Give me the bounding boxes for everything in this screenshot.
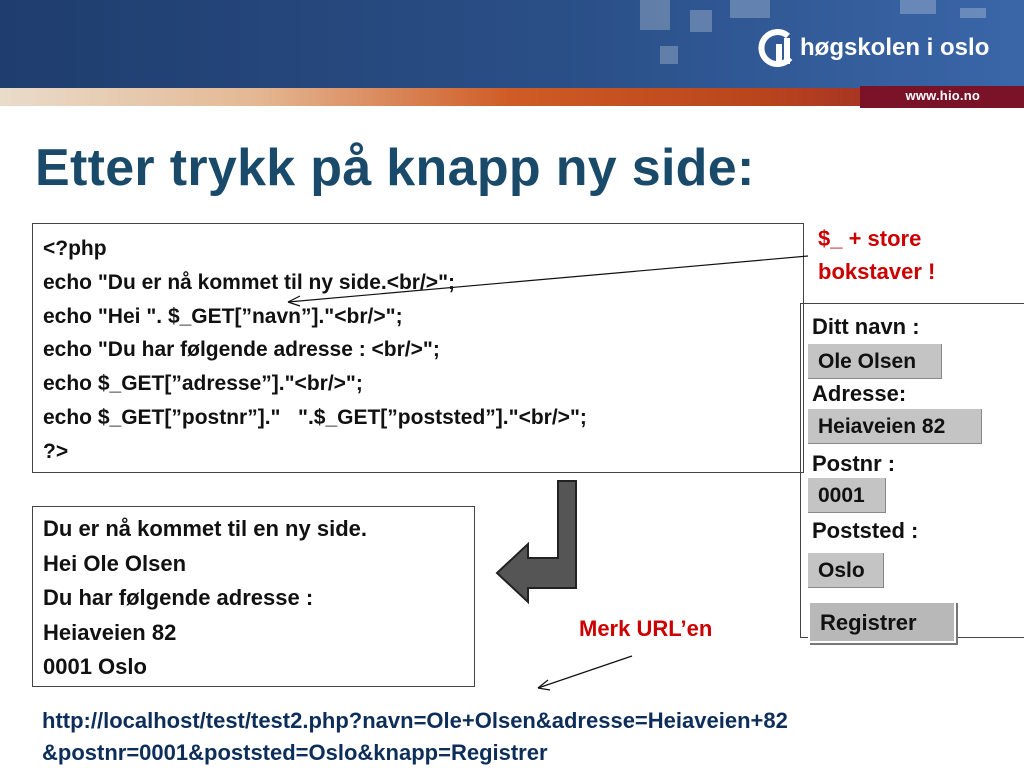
postnr-label: Postnr : — [812, 451, 896, 476]
url-line-1: http://localhost/test/test2.php?navn=Ole+Olsen&adresse=Heiaveien+82 — [42, 708, 788, 733]
poststed-field[interactable]: Oslo — [808, 553, 887, 591]
name-label: Ditt navn : — [812, 314, 920, 339]
result-line: 0001 Oslo — [43, 654, 147, 679]
code-line: echo "Du er nå kommet til ny side.<br/>"; — [43, 270, 456, 294]
flow-arrow-icon — [497, 481, 576, 602]
code-line: echo "Du har følgende adresse : <br/>"; — [43, 338, 440, 362]
postnr-field[interactable]: 0001 — [808, 478, 889, 516]
url-line-2: &postnr=0001&poststed=Oslo&knapp=Registrer — [42, 740, 548, 765]
address-label: Adresse: — [812, 381, 907, 406]
url-note: Merk URL’en — [579, 616, 713, 641]
address-field[interactable]: Heiaveien 82 — [808, 409, 985, 447]
logo-text: høgskolen i oslo — [800, 34, 990, 61]
slide-title: Etter trykk på knapp ny side: — [35, 139, 755, 197]
code-line: echo $_GET[”adresse”]."<br/>"; — [43, 372, 363, 396]
get-pointer-arrow — [288, 256, 808, 306]
code-line: ?> — [43, 439, 69, 463]
code-line: echo "Hei ". $_GET[”navn”]."<br/>"; — [43, 304, 403, 328]
result-line: Du er nå kommet til en ny side. — [43, 516, 367, 541]
result-line: Heiaveien 82 — [43, 619, 177, 645]
get-note-line1: $_ + store — [818, 226, 922, 251]
code-line: <?php — [43, 237, 107, 260]
result-line: Hei Ole Olsen — [43, 550, 187, 576]
poststed-label: Poststed : — [812, 518, 919, 543]
register-button[interactable]: Registrer — [808, 601, 956, 643]
url-pointer-arrow — [538, 656, 632, 690]
result-line: Du har følgende adresse : — [43, 585, 314, 610]
website-label[interactable]: www.hio.no — [905, 88, 980, 103]
name-field[interactable]: Ole Olsen — [808, 344, 945, 382]
code-line: echo $_GET[”postnr”]." ".$_GET[”poststed”]."<br/>"; — [43, 405, 587, 429]
get-note-line2: bokstaver ! — [818, 259, 936, 284]
